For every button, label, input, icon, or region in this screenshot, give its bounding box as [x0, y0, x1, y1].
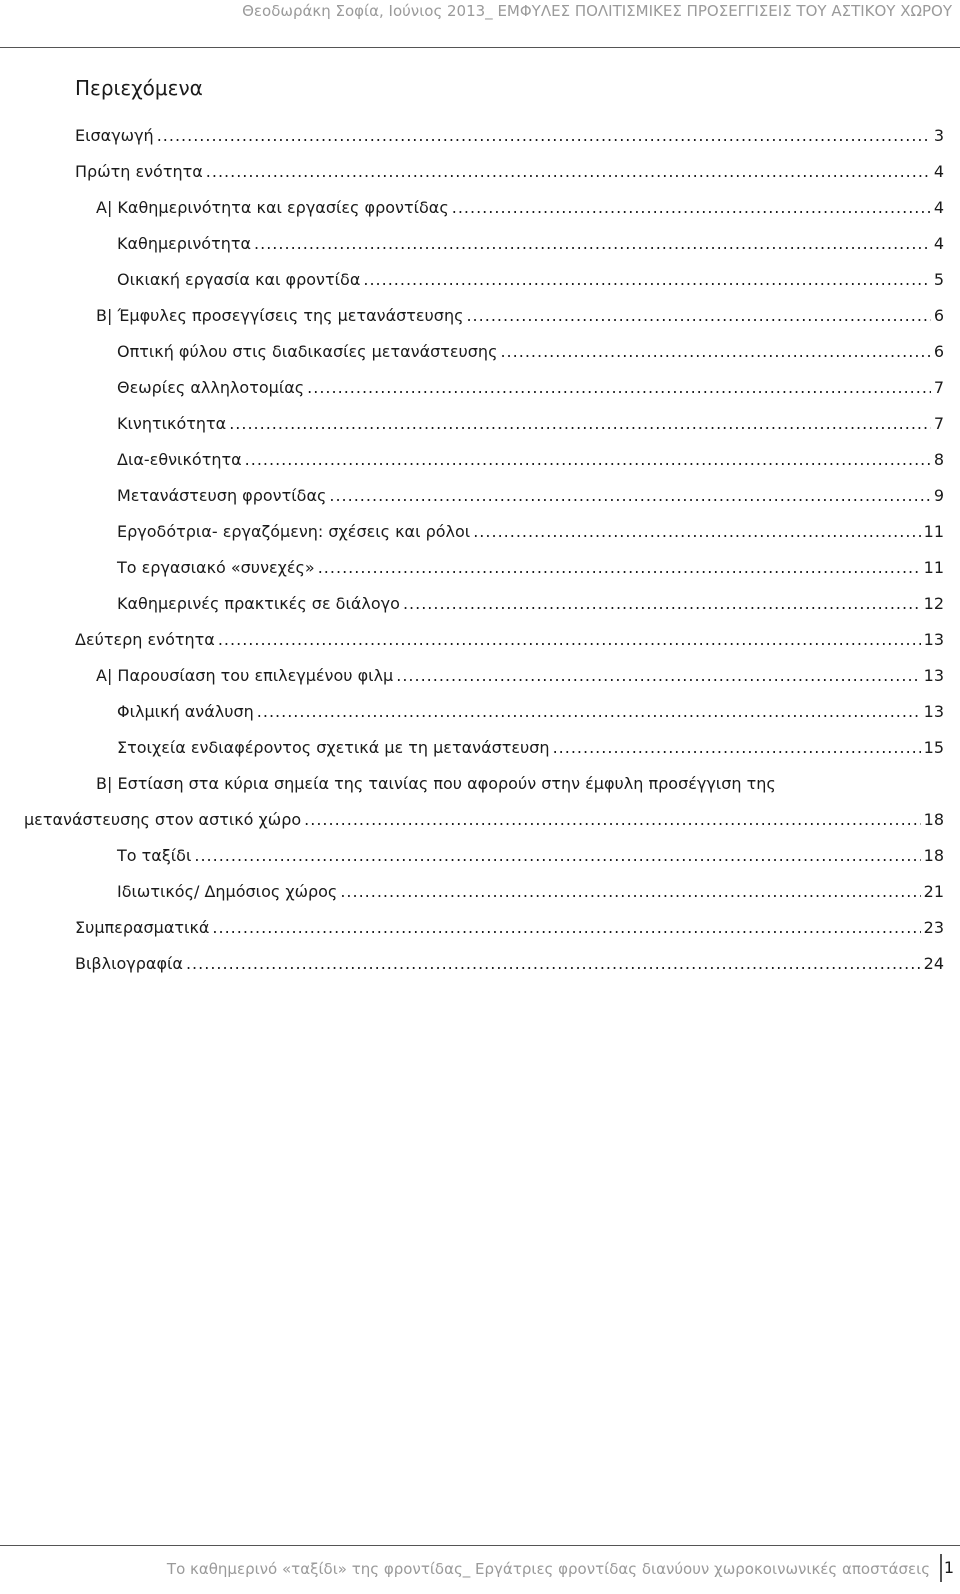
toc-entry[interactable]	[0, 118, 960, 154]
dot-leader	[473, 514, 920, 550]
toc-entry-page: 11	[923, 558, 944, 577]
table-of-contents	[0, 118, 960, 982]
dot-leader	[307, 370, 931, 406]
toc-entry-page: 18	[923, 846, 944, 865]
dot-leader	[157, 118, 931, 154]
toc-entry-page: 18	[923, 810, 944, 829]
toc-entry[interactable]	[0, 622, 960, 658]
dot-leader	[318, 550, 921, 586]
toc-entry-label: Το εργασιακό «συνεχές»	[117, 558, 315, 577]
dot-leader	[186, 946, 921, 982]
toc-entry-page: 6	[933, 306, 944, 325]
footer-divider	[940, 1554, 942, 1582]
toc-entry[interactable]	[0, 190, 960, 226]
toc-entry-page: 4	[933, 234, 944, 253]
toc-entry-label: Καθημερινές πρακτικές σε διάλογο	[117, 594, 400, 613]
dot-leader	[254, 226, 931, 262]
toc-entry-page: 11	[923, 522, 944, 541]
toc-entry-label: Εισαγωγή	[75, 126, 154, 145]
toc-title: Περιεχόμενα	[75, 76, 203, 100]
toc-entry[interactable]	[0, 370, 960, 406]
toc-entry-label: Μετανάστευση φροντίδας	[117, 486, 327, 505]
toc-entry-page: 13	[923, 630, 944, 649]
toc-entry[interactable]	[0, 694, 960, 730]
toc-entry[interactable]	[0, 550, 960, 586]
dot-leader	[553, 730, 921, 766]
toc-entry[interactable]	[0, 838, 960, 874]
toc-entry-label: Καθημερινότητα	[117, 234, 252, 253]
dot-leader	[206, 154, 931, 190]
toc-entry-page: 4	[933, 198, 944, 217]
toc-entry[interactable]	[0, 910, 960, 946]
toc-entry[interactable]	[0, 514, 960, 550]
toc-entry[interactable]	[0, 334, 960, 370]
toc-entry-page: 5	[933, 270, 944, 289]
dot-leader	[194, 838, 920, 874]
toc-entry[interactable]	[0, 298, 960, 334]
toc-entry[interactable]	[0, 586, 960, 622]
toc-entry-label: Ιδιωτικός/ Δημόσιος χώρος	[117, 882, 338, 901]
toc-entry[interactable]	[0, 874, 960, 910]
dot-leader	[304, 802, 921, 838]
toc-entry-page: 12	[923, 594, 944, 613]
toc-entry-label: Εργοδότρια- εργαζόμενη: σχέσεις και ρόλοι	[117, 522, 471, 541]
dot-leader	[466, 298, 930, 334]
dot-leader	[340, 874, 920, 910]
toc-entry-page: 13	[923, 666, 944, 685]
dot-leader	[452, 190, 931, 226]
toc-entry-label: Δια-εθνικότητα	[117, 450, 242, 469]
toc-entry-page: 23	[923, 918, 944, 937]
toc-entry-page: 6	[933, 342, 944, 361]
dot-leader	[329, 478, 930, 514]
running-footer: Το καθημερινό «ταξίδι» της φροντίδας_ Εργάτριες φροντίδας διανύουν χωροκοινωνικές αποστάσεις	[166, 1560, 930, 1578]
toc-entry[interactable]	[0, 406, 960, 442]
toc-entry-label: Φιλμική ανάλυση	[117, 702, 254, 721]
toc-entry-label: Δεύτερη ενότητα	[75, 630, 215, 649]
toc-entry-label-line2: μετανάστευσης στον αστικό χώρο	[24, 810, 302, 829]
toc-entry[interactable]	[0, 154, 960, 190]
toc-entry-page: 21	[923, 882, 944, 901]
toc-entry-label: Πρώτη ενότητα	[75, 162, 203, 181]
toc-entry-label: Το ταξίδι	[117, 846, 192, 865]
toc-entry-label: Οπτική φύλου στις διαδικασίες μετανάστευσης	[117, 342, 498, 361]
toc-entry-label: Βιβλιογραφία	[75, 954, 183, 973]
toc-entry[interactable]	[0, 478, 960, 514]
dot-leader	[500, 334, 930, 370]
toc-entry-line2	[0, 802, 944, 838]
dot-leader	[245, 442, 931, 478]
page-number: 1	[943, 1558, 954, 1577]
toc-entry-label: Συμπερασματικά	[75, 918, 210, 937]
dot-leader	[363, 262, 930, 298]
dot-leader	[257, 694, 921, 730]
page-footer	[0, 1545, 960, 1594]
toc-entry-label: Β| Έμφυλες προσεγγίσεις της μετανάστευσης	[96, 306, 464, 325]
toc-entry-page: 24	[923, 954, 944, 973]
dot-leader	[229, 406, 931, 442]
toc-entry[interactable]	[0, 226, 960, 262]
running-header: Θεοδωράκη Σοφία, Ιούνιος 2013_ ΕΜΦΥΛΕΣ ΠΟΛΙΤΙΣΜΙΚΕΣ ΠΡΟΣΕΓΓΙΣΕΙΣ ΤΟΥ ΑΣΤΙΚΟΥ ΧΩΡΟΥ	[242, 2, 952, 20]
toc-entry-label: Κινητικότητα	[117, 414, 227, 433]
toc-entry-label: Α| Καθημερινότητα και εργασίες φροντίδας	[96, 198, 449, 217]
toc-entry-wrapped[interactable]	[0, 766, 960, 838]
dot-leader	[218, 622, 921, 658]
toc-entry-page: 4	[933, 162, 944, 181]
toc-entry-page: 3	[933, 126, 944, 145]
dot-leader	[212, 910, 920, 946]
toc-entry-page: 8	[933, 450, 944, 469]
toc-entry-page: 7	[933, 378, 944, 397]
page-header	[0, 0, 960, 48]
toc-entry[interactable]	[0, 946, 960, 982]
toc-entry[interactable]	[0, 262, 960, 298]
dot-leader	[403, 586, 921, 622]
toc-entry-label: Θεωρίες αλληλοτομίας	[117, 378, 305, 397]
toc-entry-page: 7	[933, 414, 944, 433]
toc-entry[interactable]	[0, 442, 960, 478]
toc-entry-label: Οικιακή εργασία και φροντίδα	[117, 270, 361, 289]
toc-entry[interactable]	[0, 658, 960, 694]
toc-entry-label: Α| Παρουσίαση του επιλεγμένου φιλμ	[96, 666, 394, 685]
dot-leader	[396, 658, 920, 694]
toc-entry-label-line1: Β| Εστίαση στα κύρια σημεία της ταινίας που αφορούν στην έμφυλη προσέγγιση της	[96, 774, 776, 793]
toc-entry[interactable]	[0, 730, 960, 766]
toc-entry-page: 9	[933, 486, 944, 505]
toc-entry-label: Στοιχεία ενδιαφέροντος σχετικά με τη μετανάστευση	[117, 738, 550, 757]
toc-entry-page: 15	[923, 738, 944, 757]
toc-entry-page: 13	[923, 702, 944, 721]
